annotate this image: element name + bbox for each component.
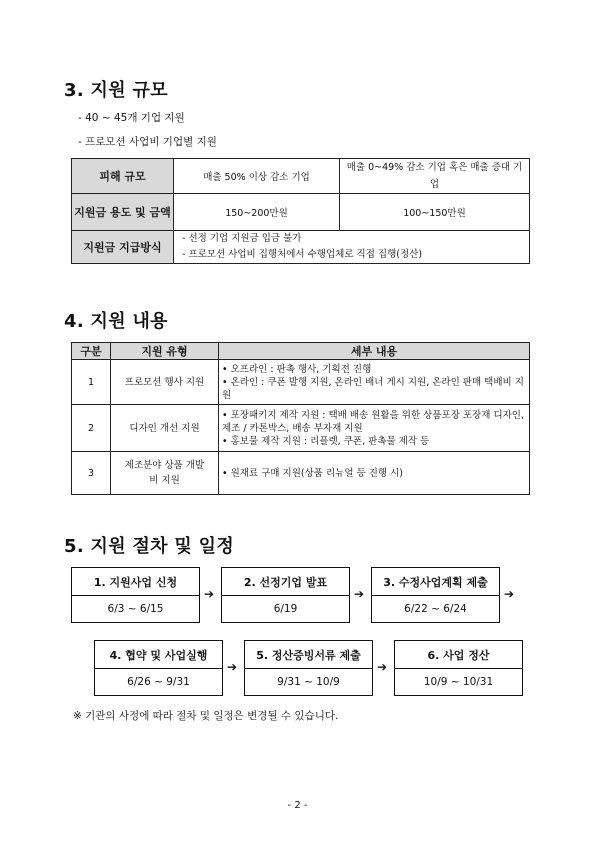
row-details [219, 360, 530, 405]
support-content-table [71, 342, 530, 495]
support-scale-table [71, 158, 530, 264]
page-number: - 2 - [287, 800, 308, 811]
label-damage-scale: 피해 규모 [72, 159, 174, 194]
step-5-box [244, 640, 373, 696]
arrow-right-icon: ➔ [377, 660, 388, 674]
cell-damage-50: 매출 50% 이상 감소 기업 [174, 159, 340, 194]
label-payment-method: 지원금 지급방식 [72, 231, 174, 264]
step-title: 2. 선정기업 발표 [222, 568, 349, 596]
header-type: 지원 유형 [111, 343, 219, 360]
payment-line-1: - 선정 기업 지원금 입금 불가 [182, 233, 302, 244]
step-3-box [371, 567, 500, 623]
step-6-box [394, 640, 523, 696]
cell-amount-1: 150~200만원 [174, 194, 340, 231]
arrow-right-icon: ➔ [504, 587, 515, 601]
table-row [72, 452, 530, 495]
table-row [72, 159, 530, 194]
row-no: 2 [72, 405, 111, 452]
cell-amount-2: 100~150만원 [340, 194, 530, 231]
step-title: 1. 지원사업 신청 [72, 568, 199, 596]
cell-damage-0-49: 매출 0~49% 감소 기업 혹은 매출 증대 기업 [340, 159, 530, 194]
header-category: 구분 [72, 343, 111, 360]
section-3-title: 3. 지원 규모 [64, 80, 168, 101]
detail-line: • 원재료 구매 지원(상품 리뉴얼 등 진행 시) [222, 467, 403, 479]
bullet-promotion-cost: - 프로모션 사업비 기업별 지원 [78, 136, 217, 148]
arrow-right-icon: ➔ [204, 587, 215, 601]
step-date: 6/26 ~ 9/31 [127, 676, 190, 688]
table-header-row [72, 343, 530, 360]
section-5-title: 5. 지원 절차 및 일정 [64, 536, 235, 557]
arrow-right-icon: ➔ [354, 587, 365, 601]
bullet-company-count: - 40 ~ 45개 기업 지원 [78, 112, 185, 124]
detail-line: • 오프라인 : 판촉 행사, 기획전 진행 [222, 363, 372, 375]
schedule-note: ※ 기관의 사정에 따라 절차 및 일정은 변경될 수 있습니다. [73, 710, 339, 722]
step-title: 6. 사업 정산 [395, 641, 522, 669]
step-2-box [221, 567, 350, 623]
table-row [72, 194, 530, 231]
row-no: 3 [72, 452, 111, 495]
step-date: 9/31 ~ 10/9 [277, 676, 340, 688]
step-title: 4. 협약 및 사업실행 [95, 641, 222, 669]
row-details [219, 452, 530, 495]
row-type: 제조분야 상품 개발비 지원 [111, 452, 219, 495]
step-4-box [94, 640, 223, 696]
row-details [219, 405, 530, 452]
row-type: 디자인 개선 지원 [111, 405, 219, 452]
step-date: 6/3 ~ 6/15 [107, 603, 164, 615]
detail-line: • 홍보물 제작 지원 : 리플렛, 쿠폰, 판촉물 제작 등 [222, 435, 430, 447]
table-row [72, 360, 530, 405]
table-row [72, 231, 530, 264]
header-detail: 세부 내용 [219, 343, 530, 360]
step-1-box [71, 567, 200, 623]
step-date: 10/9 ~ 10/31 [423, 676, 494, 688]
detail-line: • 포장패키지 제작 지원 : 택배 배송 원활을 위한 상품포장 포장재 디자인, 제조 / 카톤박스, 배송 부자재 지원 [222, 409, 524, 434]
row-type: 프로모션 행사 지원 [111, 360, 219, 405]
row-no: 1 [72, 360, 111, 405]
label-amount: 지원금 용도 및 금액 [72, 194, 174, 231]
cell-payment-method [174, 231, 530, 264]
detail-line: • 온라인 : 쿠폰 발행 지원, 온라인 배너 게시 지원, 온라인 판매 택배비 지원 [222, 376, 524, 401]
step-title: 5. 정산증빙서류 제출 [245, 641, 372, 669]
step-date: 6/22 ~ 6/24 [404, 603, 467, 615]
payment-line-2: - 프로모션 사업비 집행처에서 수행업체로 직접 집행(정산) [182, 249, 423, 260]
step-title: 3. 수정사업계획 제출 [372, 568, 499, 596]
arrow-right-icon: ➔ [227, 660, 238, 674]
table-row [72, 405, 530, 452]
section-4-title: 4. 지원 내용 [64, 311, 168, 332]
step-date: 6/19 [273, 603, 298, 615]
